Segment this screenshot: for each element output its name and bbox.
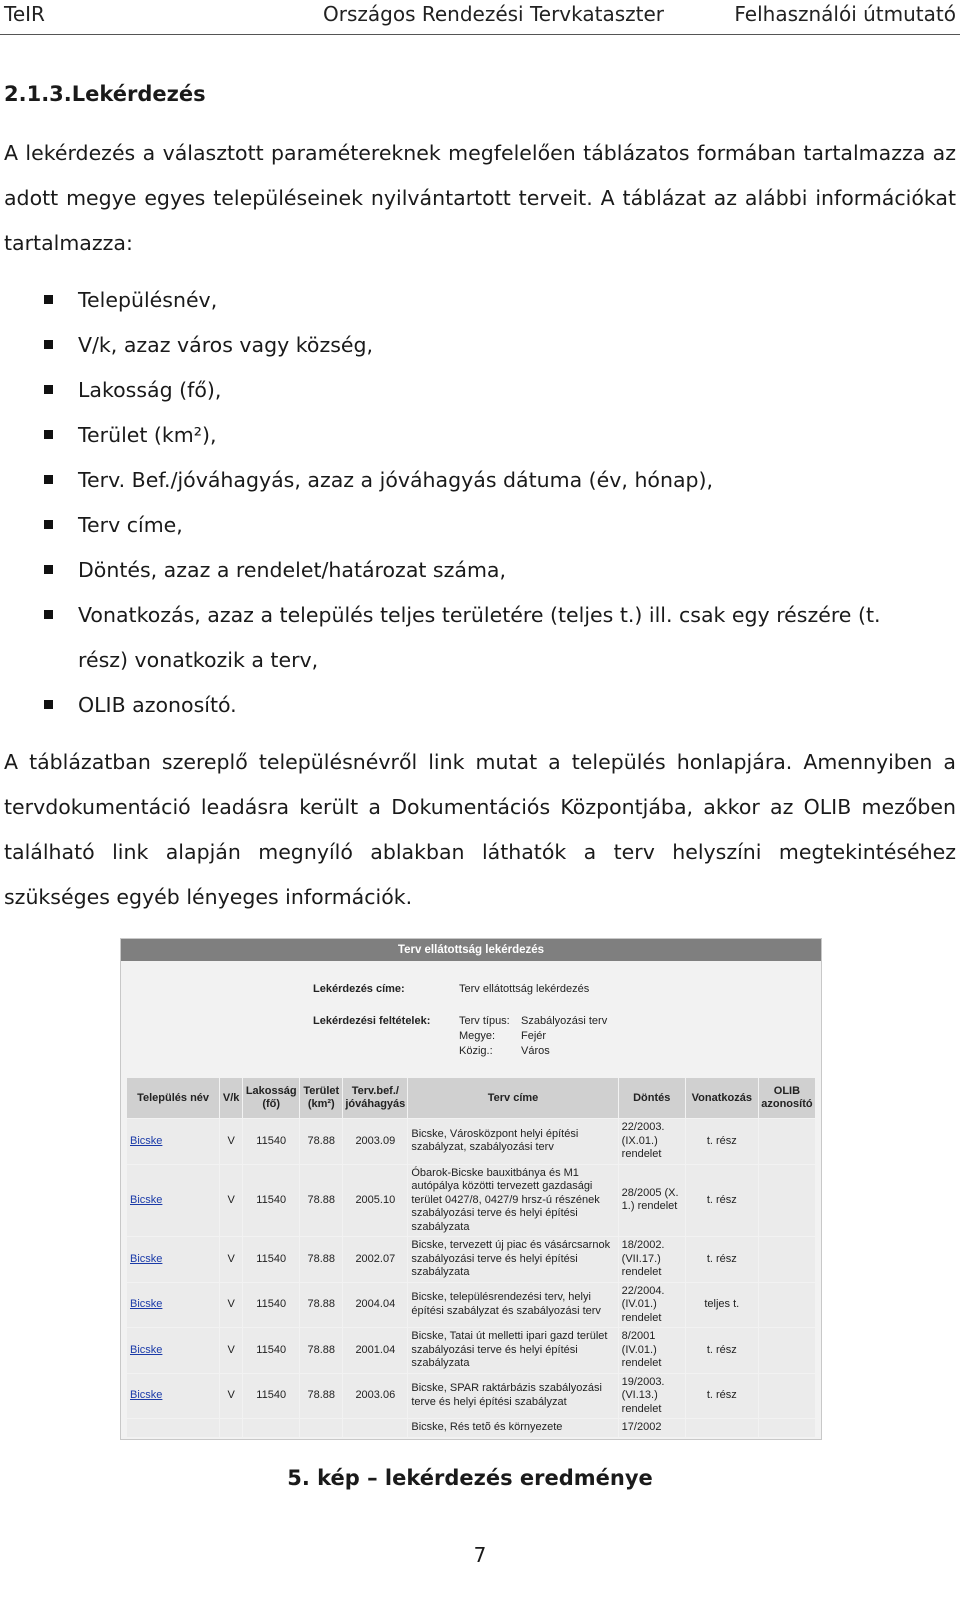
screenshot-title: Terv ellátottság lekérdezés: [121, 939, 821, 961]
conditions-list: [459, 1015, 607, 1060]
settlement-link[interactable]: Bicske: [130, 1252, 163, 1265]
table-row: Bicske V 11540 78.88 2002.07 Bicske, tervezett új piac és vásárcsarnok szabályozási terve és helyi építési szabályzata 18/2002. (VII.17.) rendelet t. rész: [127, 1237, 815, 1282]
col-header: Település név: [127, 1078, 219, 1118]
bullet-square-icon: [44, 430, 53, 439]
settlement-link[interactable]: Bicske: [130, 1389, 163, 1401]
bullet-item: Terület (km²),: [0, 413, 900, 458]
bullet-item: Terv. Bef./jóváhagyás, azaz a jóváhagyás dátuma (év, hónap),: [0, 458, 900, 503]
bullet-square-icon: [44, 700, 53, 709]
bullet-square-icon: [44, 520, 53, 529]
condition-item: Megye: Fejér: [459, 1030, 547, 1042]
figure-caption: 5. kép – lekérdezés eredménye: [287, 1466, 653, 1490]
query-result-screenshot: [120, 938, 822, 1440]
table-row: Bicske V 11540 78.88 2005.10 Óbarok-Bicske bauxitbánya és M1 autópálya közötti tervezett gazdasági terület 0427/8, 0427/9 hrsz-ú részének szabályozási terve és helyi építési szabályzata 28/2005 (X. 1.) rendelet t. rész: [127, 1165, 815, 1237]
header-center: Országos Rendezési Tervkataszter: [323, 2, 665, 26]
body-paragraph: A táblázatban szereplő településnévről link mutat a település honlapjára. Amennyiben a tervdokumentáció leadásra került a Dokumentációs Központjába, akkor az OLIB mezőben található link alapján megnyíló ablakban láthatók a terv helyszíni megtekintéséhez szükséges egyéb lényeges információk.: [4, 750, 956, 909]
settlement-link[interactable]: Bicske: [130, 1343, 163, 1356]
table-row: Bicske V 11540 78.88 2003.09 Bicske, Városközpont helyi építési szabályzat, szabályozási terv 22/2003. (IX.01.) rendelet t. rész: [127, 1119, 815, 1164]
bullet-item: V/k, azaz város vagy község,: [0, 323, 900, 368]
bullet-square-icon: [44, 295, 53, 304]
page-number: 7: [473, 1543, 487, 1567]
page-header: [0, 0, 960, 35]
bullet-item: Terv címe,: [0, 503, 900, 548]
condition-item: Közig.: Város: [459, 1045, 550, 1057]
query-title-value: Terv ellátottság lekérdezés: [459, 983, 590, 995]
bullet-square-icon: [44, 385, 53, 394]
settlement-link[interactable]: Bicske: [130, 1298, 163, 1310]
header-left: TeIR: [4, 2, 45, 26]
table-row: Bicske V 11540 78.88 2003.06 Bicske, SPAR raktárbázis szabályozási terve és helyi építési szabályzat 19/2003. (VI.13.) rendelet t. rész: [127, 1374, 815, 1419]
bullet-square-icon: [44, 340, 53, 349]
table-row: Bicske V 11540 78.88 2004.04 Bicske, településrendezési terv, helyi építési szabályzat és szabályozási terv 22/2004. (IV.01.) rendelet teljes t.: [127, 1283, 815, 1328]
results-table: [126, 1077, 816, 1438]
col-header: Terület (km²): [300, 1078, 342, 1118]
table-row: Bicske, Rés tetõ és környezete 17/2002: [127, 1419, 815, 1437]
header-right: Felhasználói útmutató: [734, 2, 956, 26]
settlement-link[interactable]: Bicske: [130, 1134, 163, 1147]
section-title: 2.1.3.Lekérdezés: [4, 82, 206, 106]
bullet-square-icon: [44, 565, 53, 574]
col-header: V/k: [220, 1078, 242, 1118]
bullet-item: Döntés, azaz a rendelet/határozat száma,: [0, 548, 900, 593]
bullet-square-icon: [44, 610, 53, 619]
col-header: Terv címe: [408, 1078, 617, 1118]
bullet-item: Lakosság (fő),: [0, 368, 900, 413]
bullet-item: OLIB azonosító.: [0, 683, 900, 728]
settlement-link[interactable]: Bicske: [130, 1193, 163, 1206]
intro-paragraph: A lekérdezés a választott paramétereknek megfelelően táblázatos formában tartalmazza az adott megye egyes településeinek nyilvántartott terveit. A táblázat az alábbi információkat tartalmazza:: [4, 141, 956, 255]
col-header: Lakosság (fő): [243, 1078, 299, 1118]
condition-item: Terv típus: Szabályozási terv: [459, 1015, 608, 1027]
col-header: OLIB azonosító: [759, 1078, 815, 1118]
conditions-label: Lekérdezési feltételek:: [313, 1015, 431, 1027]
bullet-item: Településnév,: [0, 278, 900, 323]
table-header-row: [127, 1078, 815, 1118]
bullet-list: [0, 278, 900, 728]
bullet-square-icon: [44, 475, 53, 484]
query-title-label: Lekérdezés címe:: [313, 983, 405, 995]
col-header: Döntés: [619, 1078, 685, 1118]
bullet-item: Vonatkozás, azaz a település teljes területére (teljes t.) ill. csak egy részére (t. rész) vonatkozik a terv,: [0, 593, 900, 683]
col-header: Vonatkozás: [686, 1078, 758, 1118]
col-header: Terv.bef./ jóváhagyás: [343, 1078, 407, 1118]
table-row: Bicske V 11540 78.88 2001.04 Bicske, Tatai út melletti ipari gazd terület szabályozási terve és helyi építési szabályzata 8/2001 (IV.01.) rendelet t. rész: [127, 1328, 815, 1373]
